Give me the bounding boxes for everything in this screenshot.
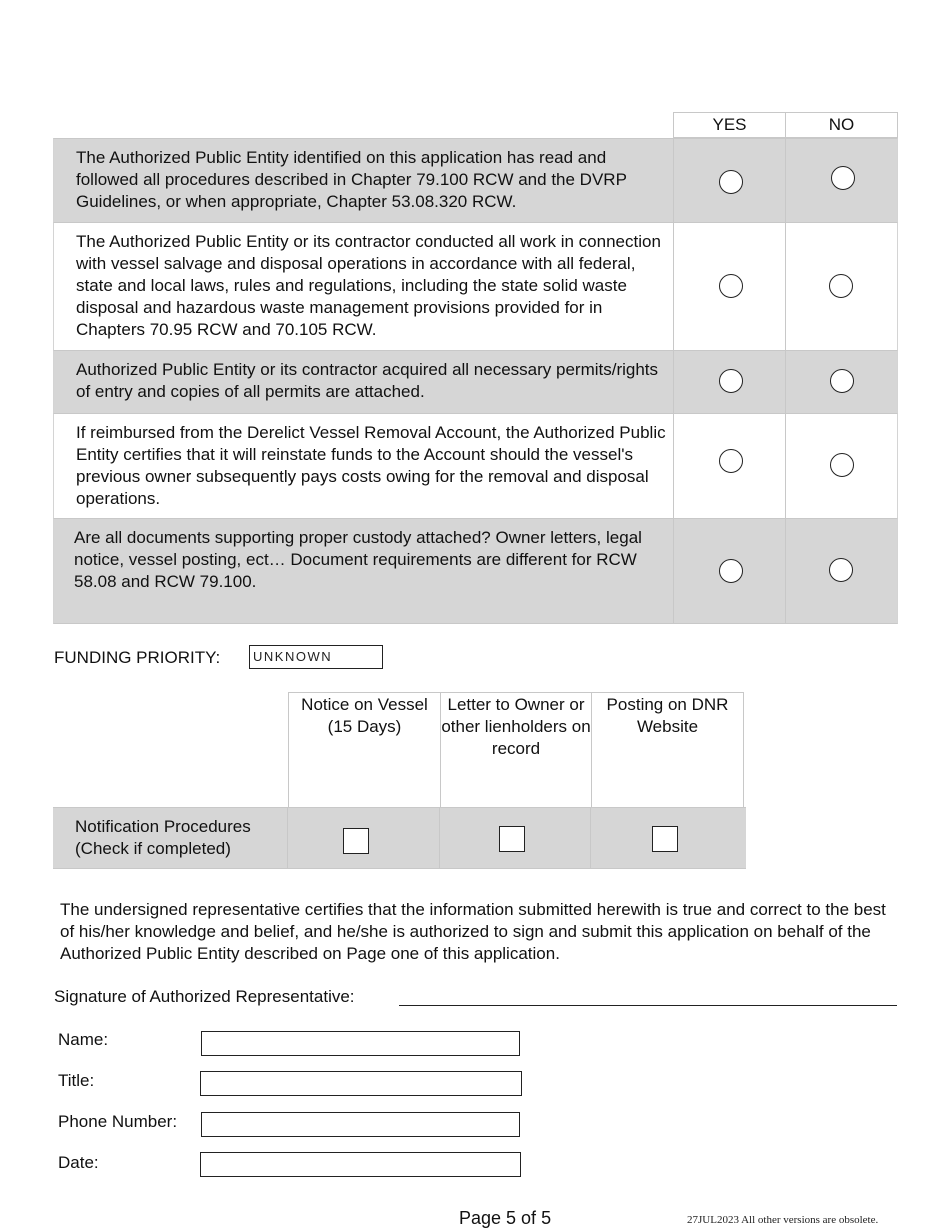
certification-row <box>53 222 898 350</box>
yes-radio[interactable] <box>719 170 743 194</box>
date-label: Date: <box>58 1153 99 1172</box>
notification-procedures-label: Notification Procedures (Check if completed) <box>75 817 251 858</box>
certification-row-text: The Authorized Public Entity or its contractor conducted all work in connection with vessel salvage and disposal operations in accordance with all federal, state and local laws, rules and regulations, including the state solid waste disposal and hazardous waste management provisions provided for in Chapters 70.95 RCW and 70.105 RCW. <box>76 232 661 339</box>
signature-label: Signature of Authorized Representative: <box>54 987 355 1006</box>
name-field[interactable] <box>201 1031 520 1056</box>
notice-on-vessel-checkbox[interactable] <box>343 828 369 854</box>
no-radio[interactable] <box>830 369 854 393</box>
no-radio[interactable] <box>830 453 854 477</box>
letter-to-owner-checkbox[interactable] <box>499 826 525 852</box>
certification-row <box>53 350 898 413</box>
certification-row <box>53 518 898 624</box>
no-column-header: NO <box>785 112 898 138</box>
funding-priority-field[interactable]: UNKNOWN <box>249 645 383 669</box>
yes-radio[interactable] <box>719 449 743 473</box>
posting-on-dnr-header: Posting on DNR Website <box>591 692 744 807</box>
yes-radio[interactable] <box>719 274 743 298</box>
name-label: Name: <box>58 1030 109 1049</box>
certification-row <box>53 138 898 222</box>
certification-row <box>53 413 898 518</box>
page-number: Page 5 of 5 <box>459 1208 552 1228</box>
no-radio[interactable] <box>829 558 853 582</box>
posting-on-dnr-checkbox[interactable] <box>652 826 678 852</box>
certification-row-text: The Authorized Public Entity identified on this application has read and followed all procedures described in Chapter 79.100 RCW and the DVRP Guidelines, or when appropriate, Chapter 53.08.320 RCW. <box>76 148 627 211</box>
notice-on-vessel-header: Notice on Vessel (15 Days) <box>288 692 441 807</box>
certification-statement: The undersigned representative certifies that the information submitted herewith is true and correct to the best of his/her knowledge and belief, and he/she is authorized to sign and submit this application on behalf of the Authorized Public Entity described on Page one of this application. <box>60 900 886 963</box>
funding-priority-label: FUNDING PRIORITY: <box>54 648 221 667</box>
title-label: Title: <box>58 1071 95 1090</box>
certification-row-text: Authorized Public Entity or its contractor acquired all necessary permits/rights of entry and copies of all permits are attached. <box>76 360 659 401</box>
phone-number-label: Phone Number: <box>58 1112 178 1131</box>
certification-row-text: Are all documents supporting proper custody attached? Owner letters, legal notice, vessel posting, ect… Document requirements are different for RCW 58.08 and RCW 79.100. <box>74 528 642 591</box>
certification-row-text: If reimbursed from the Derelict Vessel Removal Account, the Authorized Public Entity certifies that it will reinstate funds to the Account should the vessel's previous owner subsequently pays costs owing for the removal and disposal operations. <box>76 423 666 508</box>
letter-to-owner-header: Letter to Owner or other lienholders on record <box>440 692 592 807</box>
certification-table <box>53 112 898 624</box>
phone-number-field[interactable] <box>201 1112 520 1137</box>
date-field[interactable] <box>200 1152 521 1177</box>
no-radio[interactable] <box>829 274 853 298</box>
yes-radio[interactable] <box>719 559 743 583</box>
title-field[interactable] <box>200 1071 522 1096</box>
no-radio[interactable] <box>831 166 855 190</box>
signature-line[interactable] <box>399 1005 897 1006</box>
version-note: 27JUL2023 All other versions are obsolete. <box>687 1214 879 1226</box>
notification-procedures-row <box>53 807 746 869</box>
yes-column-header: YES <box>673 112 786 138</box>
yes-radio[interactable] <box>719 369 743 393</box>
